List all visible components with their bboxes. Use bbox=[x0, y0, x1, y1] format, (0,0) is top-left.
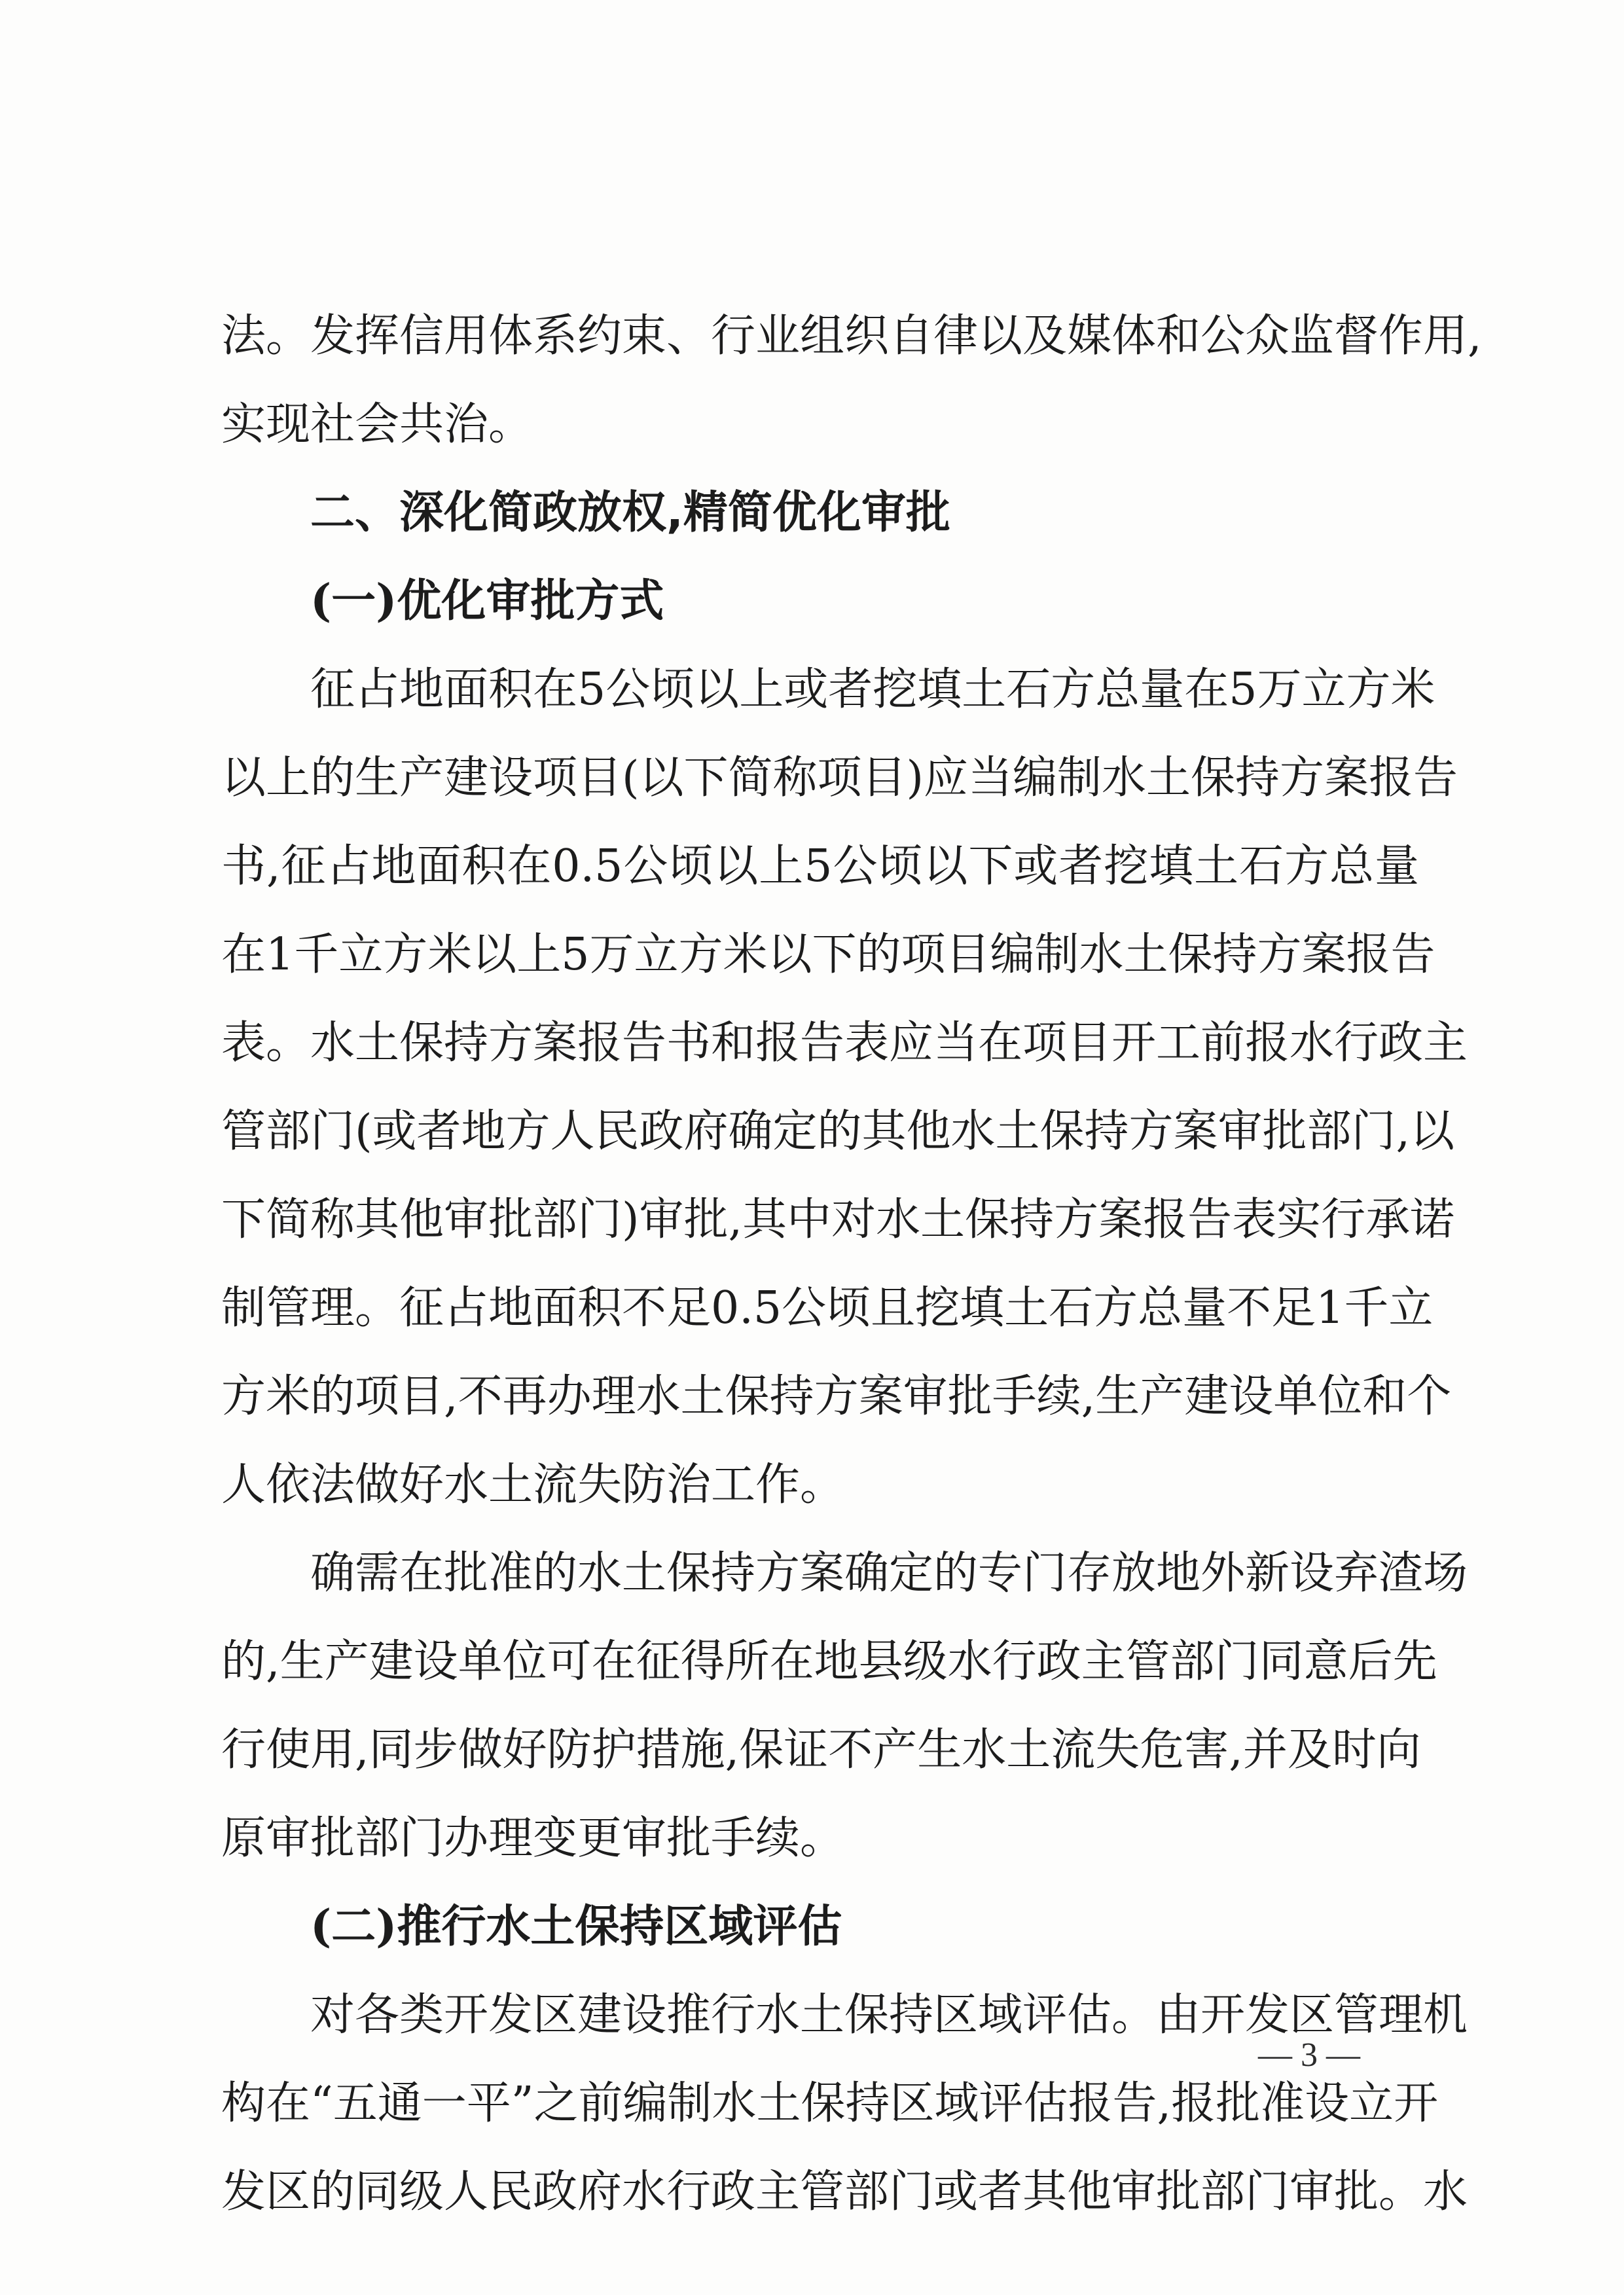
text-line: 发区的同级人民政府水行政主管部门或者其他审批部门审批。水 bbox=[221, 2166, 1468, 2218]
text-line: 构在“五通一平”之前编制水土保持区域评估报告,报批准设立开 bbox=[221, 2078, 1439, 2129]
subsection-heading: (一)优化审批方式 bbox=[310, 575, 664, 627]
text-line: 征占地面积在5公顷以上或者挖填土石方总量在5万立方米 bbox=[310, 664, 1435, 715]
text-line: 行使用,同步做好防护措施,保证不产生水土流失危害,并及时向 bbox=[221, 1724, 1421, 1776]
text-line: 表。水土保持方案报告书和报告表应当在项目开工前报水行政主 bbox=[221, 1017, 1468, 1069]
text-line: 人依法做好水土流失防治工作。 bbox=[221, 1459, 845, 1511]
text-line: 书,征占地面积在0.5公顷以上5公顷以下或者挖填土石方总量 bbox=[221, 840, 1419, 892]
section-heading: 二、深化简政放权,精简优化审批 bbox=[310, 487, 950, 539]
text-line: 在1千立方米以上5万立方米以下的项目编制水土保持方案报告 bbox=[221, 929, 1435, 981]
text-line: 原审批部门办理变更审批手续。 bbox=[221, 1813, 845, 1864]
text-line: 的,生产建设单位可在征得所在地县级水行政主管部门同意后先 bbox=[221, 1636, 1437, 1688]
text-line: 对各类开发区建设推行水土保持区域评估。由开发区管理机 bbox=[310, 1989, 1468, 2041]
text-line: 法。发挥信用体系约束、行业组织自律以及媒体和公众监督作用, bbox=[221, 310, 1482, 362]
text-line: 确需在批准的水土保持方案确定的专门存放地外新设弃渣场 bbox=[310, 1547, 1468, 1599]
page-number: — 3 — bbox=[1258, 2036, 1360, 2074]
text-line: 制管理。征占地面积不足0.5公顷且挖填土石方总量不足1千立 bbox=[221, 1282, 1434, 1334]
text-line: 管部门(或者地方人民政府确定的其他水土保持方案审批部门,以 bbox=[221, 1106, 1455, 1157]
text-line: 以上的生产建设项目(以下简称项目)应当编制水土保持方案报告 bbox=[221, 752, 1458, 804]
text-line: 方米的项目,不再办理水土保持方案审批手续,生产建设单位和个 bbox=[221, 1371, 1452, 1422]
text-line: 实现社会共治。 bbox=[221, 399, 533, 450]
text-line: 下简称其他审批部门)审批,其中对水土保持方案报告表实行承诺 bbox=[221, 1194, 1455, 1246]
subsection-heading: (二)推行水土保持区域评估 bbox=[310, 1900, 842, 1953]
